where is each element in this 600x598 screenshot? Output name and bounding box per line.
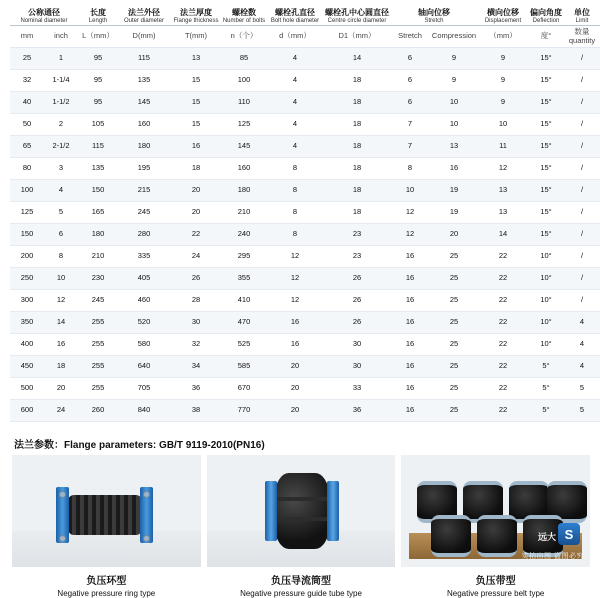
table-cell: 16 — [390, 334, 430, 356]
table-cell: 24 — [170, 246, 222, 268]
table-cell: 20 — [44, 378, 78, 400]
table-cell: 180 — [118, 136, 170, 158]
table-cell: 12 — [390, 224, 430, 246]
table-cell: 50 — [10, 114, 44, 136]
table-cell: 12 — [478, 158, 528, 180]
table-cell: 16 — [390, 290, 430, 312]
table-cell: 26 — [170, 268, 222, 290]
table-cell: 24 — [44, 400, 78, 422]
table-cell: 115 — [118, 48, 170, 70]
unit-quantity: 数量 quantity — [564, 26, 600, 48]
table-cell: 115 — [78, 136, 118, 158]
table-cell: 405 — [118, 268, 170, 290]
groove-line — [275, 497, 329, 501]
table-cell: 450 — [10, 356, 44, 378]
table-cell: 8 — [266, 158, 324, 180]
table-cell: 13 — [170, 48, 222, 70]
table-cell: 11 — [478, 136, 528, 158]
table-cell: 95 — [78, 48, 118, 70]
table-cell: / — [564, 114, 600, 136]
table-row — [10, 48, 600, 70]
table-cell: 19 — [430, 202, 478, 224]
table-cell: 18 — [324, 92, 390, 114]
unit-compression: Compression — [430, 26, 478, 48]
table-cell: 15° — [528, 48, 564, 70]
table-cell: 16 — [266, 334, 324, 356]
table-cell: 210 — [222, 202, 266, 224]
table-cell: 16 — [390, 312, 430, 334]
table-cell: 38 — [170, 400, 222, 422]
table-cell: 7 — [390, 114, 430, 136]
table-cell: 135 — [118, 70, 170, 92]
table-cell: 26 — [324, 268, 390, 290]
table-cell: 105 — [78, 114, 118, 136]
table-cell: 7 — [390, 136, 430, 158]
col-unit: 单位 Limit — [564, 8, 600, 26]
product-card-belt-type — [401, 455, 590, 598]
table-cell: 215 — [118, 180, 170, 202]
table-cell: 25 — [430, 312, 478, 334]
table-cell: 9 — [430, 70, 478, 92]
table-cell: 22 — [170, 224, 222, 246]
table-row — [10, 268, 600, 290]
table-body — [10, 26, 600, 422]
table-row — [10, 290, 600, 312]
table-cell: 32 — [170, 334, 222, 356]
table-cell: 15° — [528, 224, 564, 246]
table-cell: 15 — [170, 70, 222, 92]
table-cell: 65 — [10, 136, 44, 158]
rubber-body-shape — [275, 473, 329, 549]
table-cell: 16 — [266, 312, 324, 334]
table-cell: 10 — [430, 92, 478, 114]
table-cell: 280 — [118, 224, 170, 246]
table-cell: 180 — [222, 180, 266, 202]
product-image-ring-type — [12, 455, 201, 567]
groove-line — [275, 517, 329, 521]
product-name-en: Negative pressure guide tube type — [240, 589, 362, 598]
table-cell: 705 — [118, 378, 170, 400]
table-cell: 16 — [170, 136, 222, 158]
table-row — [10, 334, 600, 356]
table-cell: 25 — [430, 334, 478, 356]
table-cell: 520 — [118, 312, 170, 334]
table-cell: 25 — [430, 290, 478, 312]
table-cell: 10° — [528, 290, 564, 312]
table-cell: 22 — [478, 356, 528, 378]
table-cell: 16 — [390, 378, 430, 400]
table-cell: 6 — [390, 70, 430, 92]
unit-centre-circle: D1（mm） — [324, 26, 390, 48]
left-flange-shape — [265, 481, 277, 541]
table-row — [10, 114, 600, 136]
table-cell: 165 — [78, 202, 118, 224]
product-name-cn: 负压带型 — [475, 576, 516, 588]
table-cell: 245 — [118, 202, 170, 224]
table-row — [10, 312, 600, 334]
table-cell: 230 — [78, 268, 118, 290]
table-row — [10, 246, 600, 268]
table-cell: 255 — [78, 312, 118, 334]
table-cell: 16 — [390, 356, 430, 378]
table-cell: 13 — [478, 202, 528, 224]
table-cell: 12 — [390, 202, 430, 224]
table-cell: / — [564, 136, 600, 158]
table-cell: 200 — [10, 246, 44, 268]
table-cell: 20 — [170, 180, 222, 202]
table-subheader-units — [10, 26, 600, 48]
table-cell: 770 — [222, 400, 266, 422]
table-cell: 16 — [44, 334, 78, 356]
unit-deflection: 度° — [528, 26, 564, 48]
table-cell: 22 — [478, 378, 528, 400]
table-cell: 15° — [528, 114, 564, 136]
table-cell: 10° — [528, 312, 564, 334]
table-cell: 5 — [44, 202, 78, 224]
table-cell: 9 — [430, 48, 478, 70]
table-cell: 5° — [528, 400, 564, 422]
table-cell: 600 — [10, 400, 44, 422]
table-cell: 16 — [390, 400, 430, 422]
table-cell: 125 — [10, 202, 44, 224]
product-name-cn: 负压导流筒型 — [271, 576, 331, 588]
table-cell: 180 — [78, 224, 118, 246]
table-cell: 9 — [478, 92, 528, 114]
table-cell: 14 — [324, 48, 390, 70]
table-cell: 4 — [564, 334, 600, 356]
table-cell: 26 — [324, 290, 390, 312]
product-caption — [401, 572, 590, 598]
table-cell: 150 — [10, 224, 44, 246]
table-cell: 32 — [10, 70, 44, 92]
table-cell: 95 — [78, 92, 118, 114]
col-bolt-hole-diameter: 螺栓孔直径 Bolt hole diameter — [266, 8, 324, 26]
table-cell: / — [564, 92, 600, 114]
right-flange-shape — [327, 481, 339, 541]
table-cell: 22 — [478, 312, 528, 334]
table-cell: 18 — [324, 114, 390, 136]
table-cell: 18 — [44, 356, 78, 378]
product-gallery — [10, 455, 590, 598]
table-cell: 12 — [266, 246, 324, 268]
table-cell: 110 — [222, 92, 266, 114]
table-cell: 4 — [266, 48, 324, 70]
unit-inch: inch — [44, 26, 78, 48]
product-card-guide-tube-type — [207, 455, 396, 598]
col-axial-displacement: 轴向位移 Stretch — [390, 8, 478, 26]
table-cell: 255 — [78, 356, 118, 378]
table-cell: 40 — [10, 92, 44, 114]
table-cell: 15° — [528, 136, 564, 158]
unit-flange-thickness: T(mm) — [170, 26, 222, 48]
table-cell: 300 — [10, 290, 44, 312]
table-cell: 15° — [528, 92, 564, 114]
table-cell: 20 — [266, 400, 324, 422]
table-cell: 10 — [430, 114, 478, 136]
table-cell: 22 — [478, 246, 528, 268]
table-cell: 8 — [266, 224, 324, 246]
table-cell: 14 — [478, 224, 528, 246]
table-cell: 100 — [10, 180, 44, 202]
table-cell: 18 — [324, 158, 390, 180]
table-cell: / — [564, 158, 600, 180]
table-cell: 255 — [78, 378, 118, 400]
table-cell: 16 — [390, 268, 430, 290]
table-cell: 4 — [564, 356, 600, 378]
product-image-guide-tube-type — [207, 455, 396, 567]
table-cell: 28 — [170, 290, 222, 312]
table-cell: 8 — [266, 202, 324, 224]
table-cell: 22 — [478, 334, 528, 356]
product-name-cn: 负压环型 — [86, 576, 127, 588]
table-cell: 10 — [478, 114, 528, 136]
flange-parameters-note — [14, 436, 590, 451]
table-header — [10, 8, 600, 26]
table-cell: / — [564, 246, 600, 268]
rubber-bellow-shape — [68, 495, 142, 535]
table-cell: 30 — [170, 312, 222, 334]
product-name-en: Negative pressure belt type — [446, 589, 545, 598]
table-cell: 3 — [44, 158, 78, 180]
table-cell: 13 — [430, 136, 478, 158]
table-cell: 30 — [324, 334, 390, 356]
unit-mm: mm — [10, 26, 44, 48]
table-cell: 33 — [324, 378, 390, 400]
table-cell: 15° — [528, 158, 564, 180]
table-cell: 16 — [430, 158, 478, 180]
col-centre-circle-diameter: 螺栓孔中心圆直径 Centre circle diameter — [325, 8, 389, 25]
table-row — [10, 136, 600, 158]
table-cell: 85 — [222, 48, 266, 70]
table-cell: 4 — [266, 114, 324, 136]
table-cell: 145 — [222, 136, 266, 158]
table-cell: 13 — [478, 180, 528, 202]
table-cell: / — [564, 290, 600, 312]
table-cell: 19 — [430, 180, 478, 202]
table-cell: 25 — [430, 400, 478, 422]
table-cell: 1 — [44, 48, 78, 70]
table-cell: 5° — [528, 378, 564, 400]
col-lateral-displacement: 横向位移 Displacement — [478, 8, 528, 26]
table-cell: 4 — [44, 180, 78, 202]
table-cell: 150 — [78, 180, 118, 202]
table-cell: 6 — [44, 224, 78, 246]
table-cell: 160 — [118, 114, 170, 136]
table-cell: 22 — [478, 290, 528, 312]
table-row — [10, 158, 600, 180]
table-cell: 10° — [528, 268, 564, 290]
table-cell: 9 — [478, 70, 528, 92]
product-caption — [12, 572, 201, 598]
table-cell: 10 — [44, 268, 78, 290]
table-cell: / — [564, 202, 600, 224]
table-cell: 22 — [478, 268, 528, 290]
table-cell: 34 — [170, 356, 222, 378]
col-deflection-angle: 偏向角度 Deflection — [530, 8, 562, 25]
table-cell: 125 — [222, 114, 266, 136]
specification-table — [10, 8, 600, 422]
table-cell: 25 — [430, 268, 478, 290]
table-cell: 250 — [10, 268, 44, 290]
table-cell: 15 — [170, 92, 222, 114]
table-cell: 1-1/2 — [44, 92, 78, 114]
table-cell: 10° — [528, 334, 564, 356]
table-cell: 1-1/4 — [44, 70, 78, 92]
table-cell: 15° — [528, 180, 564, 202]
table-cell: 20 — [266, 356, 324, 378]
table-cell: 585 — [222, 356, 266, 378]
table-cell: 195 — [118, 158, 170, 180]
bellow-unit — [431, 515, 471, 557]
backdrop-floor — [12, 531, 201, 567]
table-cell: 25 — [430, 378, 478, 400]
unit-displacement: （mm） — [478, 26, 528, 48]
table-cell: 400 — [10, 334, 44, 356]
table-cell: 210 — [78, 246, 118, 268]
table-cell: 5 — [564, 378, 600, 400]
table-cell: 350 — [10, 312, 44, 334]
table-cell: 5 — [564, 400, 600, 422]
table-cell: 8 — [390, 158, 430, 180]
table-cell: 18 — [170, 158, 222, 180]
table-cell: 95 — [78, 70, 118, 92]
table-cell: 525 — [222, 334, 266, 356]
table-cell: 36 — [324, 400, 390, 422]
table-cell: 15° — [528, 202, 564, 224]
table-cell: 18 — [324, 202, 390, 224]
table-cell: 6 — [390, 92, 430, 114]
table-cell: 18 — [324, 70, 390, 92]
table-cell: 460 — [118, 290, 170, 312]
table-row — [10, 400, 600, 422]
table-row — [10, 202, 600, 224]
product-card-ring-type — [12, 455, 201, 598]
col-nominal-diameter: 公称通径 Nominal diameter — [10, 8, 78, 26]
bellow-unit — [477, 515, 517, 557]
table-cell: 12 — [44, 290, 78, 312]
table-cell: 14 — [44, 312, 78, 334]
table-cell: 2-1/2 — [44, 136, 78, 158]
table-cell: 25 — [430, 356, 478, 378]
table-cell: 12 — [266, 268, 324, 290]
table-cell: 30 — [324, 356, 390, 378]
product-caption — [207, 572, 396, 598]
product-image-belt-type — [401, 455, 590, 567]
table-cell: 20 — [266, 378, 324, 400]
table-cell: 10° — [528, 246, 564, 268]
table-cell: / — [564, 180, 600, 202]
table-cell: 26 — [324, 312, 390, 334]
table-cell: / — [564, 48, 600, 70]
table-cell: 500 — [10, 378, 44, 400]
table-cell: 5° — [528, 356, 564, 378]
company-logo-icon: S — [558, 523, 580, 545]
table-cell: 255 — [78, 334, 118, 356]
table-cell: 25 — [430, 246, 478, 268]
table-cell: 335 — [118, 246, 170, 268]
table-cell: 8 — [266, 180, 324, 202]
table-cell: 12 — [266, 290, 324, 312]
table-cell: 18 — [324, 180, 390, 202]
table-cell: 240 — [222, 224, 266, 246]
table-cell: 22 — [478, 400, 528, 422]
table-cell: 15° — [528, 70, 564, 92]
table-cell: 260 — [78, 400, 118, 422]
table-cell: 10 — [390, 180, 430, 202]
table-cell: 15 — [170, 114, 222, 136]
table-cell: 295 — [222, 246, 266, 268]
table-cell: 16 — [390, 246, 430, 268]
table-cell: / — [564, 224, 600, 246]
table-cell: / — [564, 70, 600, 92]
table-cell: / — [564, 268, 600, 290]
brand-text: 远大 — [538, 532, 557, 543]
table-cell: 20 — [430, 224, 478, 246]
table-cell: 470 — [222, 312, 266, 334]
table-cell: 36 — [170, 378, 222, 400]
table-cell: 145 — [118, 92, 170, 114]
unit-length: L（mm） — [78, 26, 118, 48]
table-cell: 25 — [10, 48, 44, 70]
table-cell: 23 — [324, 224, 390, 246]
table-cell: 670 — [222, 378, 266, 400]
table-cell: 80 — [10, 158, 44, 180]
table-row — [10, 70, 600, 92]
col-flange-thickness: 法兰厚度 Flange thickness — [170, 8, 222, 26]
table-cell: 4 — [564, 312, 600, 334]
unit-bolt-hole: d（mm） — [266, 26, 324, 48]
table-row — [10, 92, 600, 114]
table-cell: 135 — [78, 158, 118, 180]
table-cell: 4 — [266, 136, 324, 158]
unit-outer-diameter: D(mm) — [118, 26, 170, 48]
table-row — [10, 356, 600, 378]
table-cell: 6 — [390, 48, 430, 70]
flange-note-en: Flange parameters: GB/T 9119-2010(PN16) — [64, 440, 265, 452]
col-outer-diameter: 法兰外径 Outer diameter — [118, 8, 170, 26]
flange-note-cn: 法兰参数： — [14, 440, 64, 452]
table-cell: 160 — [222, 158, 266, 180]
table-row — [10, 180, 600, 202]
col-length: 长度 Length — [78, 8, 118, 26]
table-cell: 4 — [266, 92, 324, 114]
table-cell: 18 — [324, 136, 390, 158]
table-row — [10, 378, 600, 400]
table-row — [10, 224, 600, 246]
table-cell: 9 — [478, 48, 528, 70]
table-cell: 100 — [222, 70, 266, 92]
table-cell: 410 — [222, 290, 266, 312]
table-cell: 23 — [324, 246, 390, 268]
table-cell: 4 — [266, 70, 324, 92]
table-cell: 640 — [118, 356, 170, 378]
watermark-text: 实拍出图 盗图必究 — [521, 553, 585, 561]
table-cell: 580 — [118, 334, 170, 356]
table-cell: 245 — [78, 290, 118, 312]
table-cell: 840 — [118, 400, 170, 422]
table-cell: 8 — [44, 246, 78, 268]
table-cell: 20 — [170, 202, 222, 224]
unit-bolts: n（个） — [222, 26, 266, 48]
table-cell: 355 — [222, 268, 266, 290]
unit-stretch: Stretch — [390, 26, 430, 48]
product-name-en: Negative pressure ring type — [57, 589, 156, 598]
table-cell: 2 — [44, 114, 78, 136]
col-number-of-bolts: 螺栓数 Number of bolts — [222, 8, 266, 25]
